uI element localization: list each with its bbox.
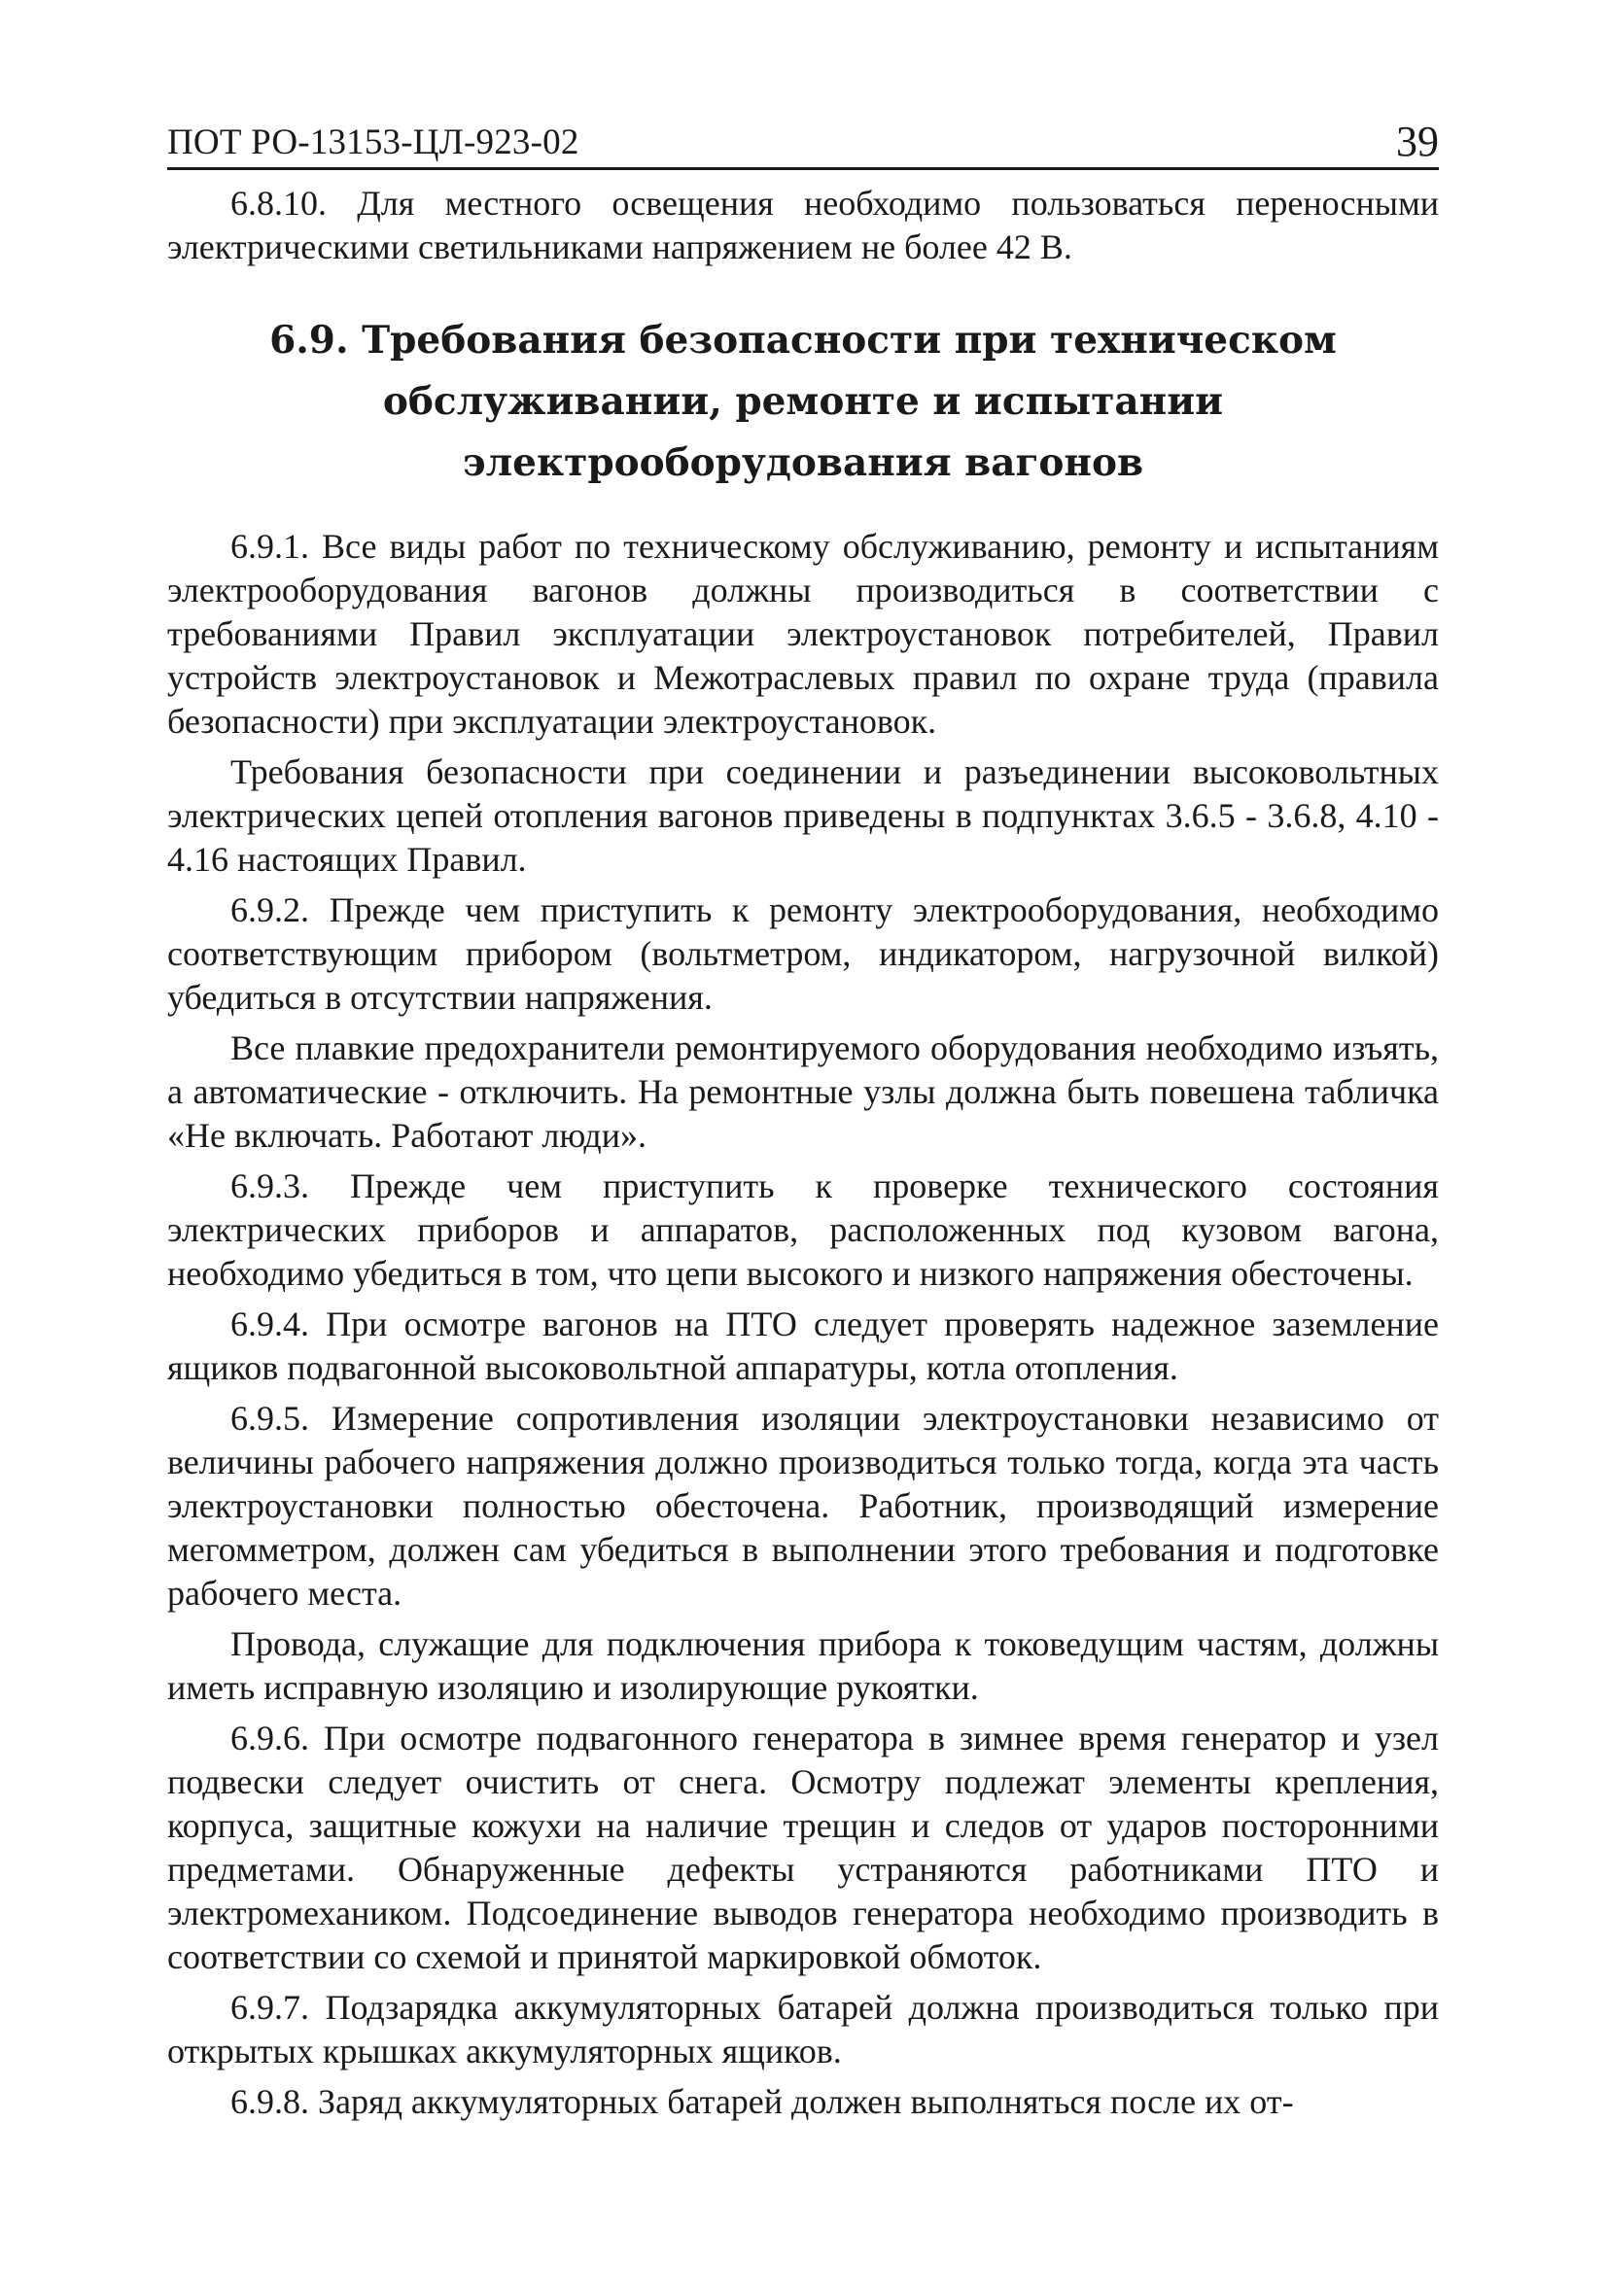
- paragraph-6-9-1: 6.9.1. Все виды работ по техническому обслуживанию, ремонту и испытаниям электрооборудования вагонов должны производиться в соответствии с требованиями Правил эксплуатации электроустановок потребителей, Правил устройств электроустановок и Межотраслевых правил по охране труда (правила безопасности) при эксплуатации электроустановок.: [167, 527, 1439, 741]
- paragraph-6-9-2: 6.9.2. Прежде чем приступить к ремонту электрооборудования, необходимо соответствующим прибором (вольтметром, индикатором, нагрузочной вилкой) убедиться в отсутствии напряжения.: [167, 890, 1439, 1017]
- document-page: [167, 115, 1439, 2131]
- paragraph-6-8-10: 6.8.10. Для местного освещения необходимо пользоваться переносными электрическими светильниками напряжением не более 42 В.: [167, 184, 1439, 266]
- document-code: ПОТ РО-13153-ЦЛ-923-02: [167, 122, 579, 162]
- paragraph-6-9-1-cont: Требования безопасности при соединении и разъединении высоковольтных электрических цепей отопления вагонов приведены в подпунктах 3.6.5 - 3.6.8, 4.10 - 4.16 настоящих Правил.: [167, 752, 1439, 879]
- page-number: 39: [1396, 118, 1439, 165]
- running-header: [167, 115, 1439, 170]
- section-body: [167, 525, 1439, 2124]
- paragraph-6-9-4: 6.9.4. При осмотре вагонов на ПТО следует проверять надежное заземление ящиков подвагонной высоковольтной аппаратуры, котла отопления.: [167, 1305, 1439, 1387]
- paragraph-6-9-8: 6.9.8. Заряд аккумуляторных батарей должен выполняться после их от-: [230, 2082, 1294, 2121]
- paragraph-6-9-2-cont: Все плавкие предохранители ремонтируемого оборудования необходимо изъять, а автоматические - отключить. На ремонтные узлы должна быть повешена табличка «Не включать. Работают люди».: [167, 1028, 1439, 1155]
- section-heading: 6.9. Требования безопасности при техническом обслуживании, ремонте и испытании электрооборудования вагонов: [269, 318, 1337, 485]
- paragraph-6-9-5: 6.9.5. Измерение сопротивления изоляции электроустановки независимо от величины рабочего напряжения должно производиться только тогда, когда эта часть электроустановки полностью обесточена. Работник, производящий измерение мегомметром, должен сам убедиться в выполнении этого требования и подготовке рабочего места.: [167, 1399, 1439, 1613]
- paragraph-6-9-3: 6.9.3. Прежде чем приступить к проверке технического состояния электрических приборов и аппаратов, расположенных под кузовом вагона, необходимо убедиться в том, что цепи высокого и низкого напряжения обесточены.: [167, 1166, 1439, 1293]
- paragraph-6-9-5-cont: Провода, служащие для подключения прибора к токоведущим частям, должны иметь исправную изоляцию и изолирующие рукоятки.: [167, 1624, 1439, 1707]
- paragraph-6-9-6: 6.9.6. При осмотре подвагонного генератора в зимнее время генератор и узел подвески следует очистить от снега. Осмотру подлежат элементы крепления, корпуса, защитные кожухи на наличие трещин и следов от ударов посторонними предметами. Обнаруженные дефекты устраняются работниками ПТО и электромехаником. Подсоединение выводов генератора необходимо производить в соответствии со схемой и принятой маркировкой обмоток.: [167, 1719, 1439, 1976]
- paragraph-6-9-7: 6.9.7. Подзарядка аккумуляторных батарей должна производиться только при открытых крышках аккумуляторных ящиков.: [167, 1988, 1439, 2070]
